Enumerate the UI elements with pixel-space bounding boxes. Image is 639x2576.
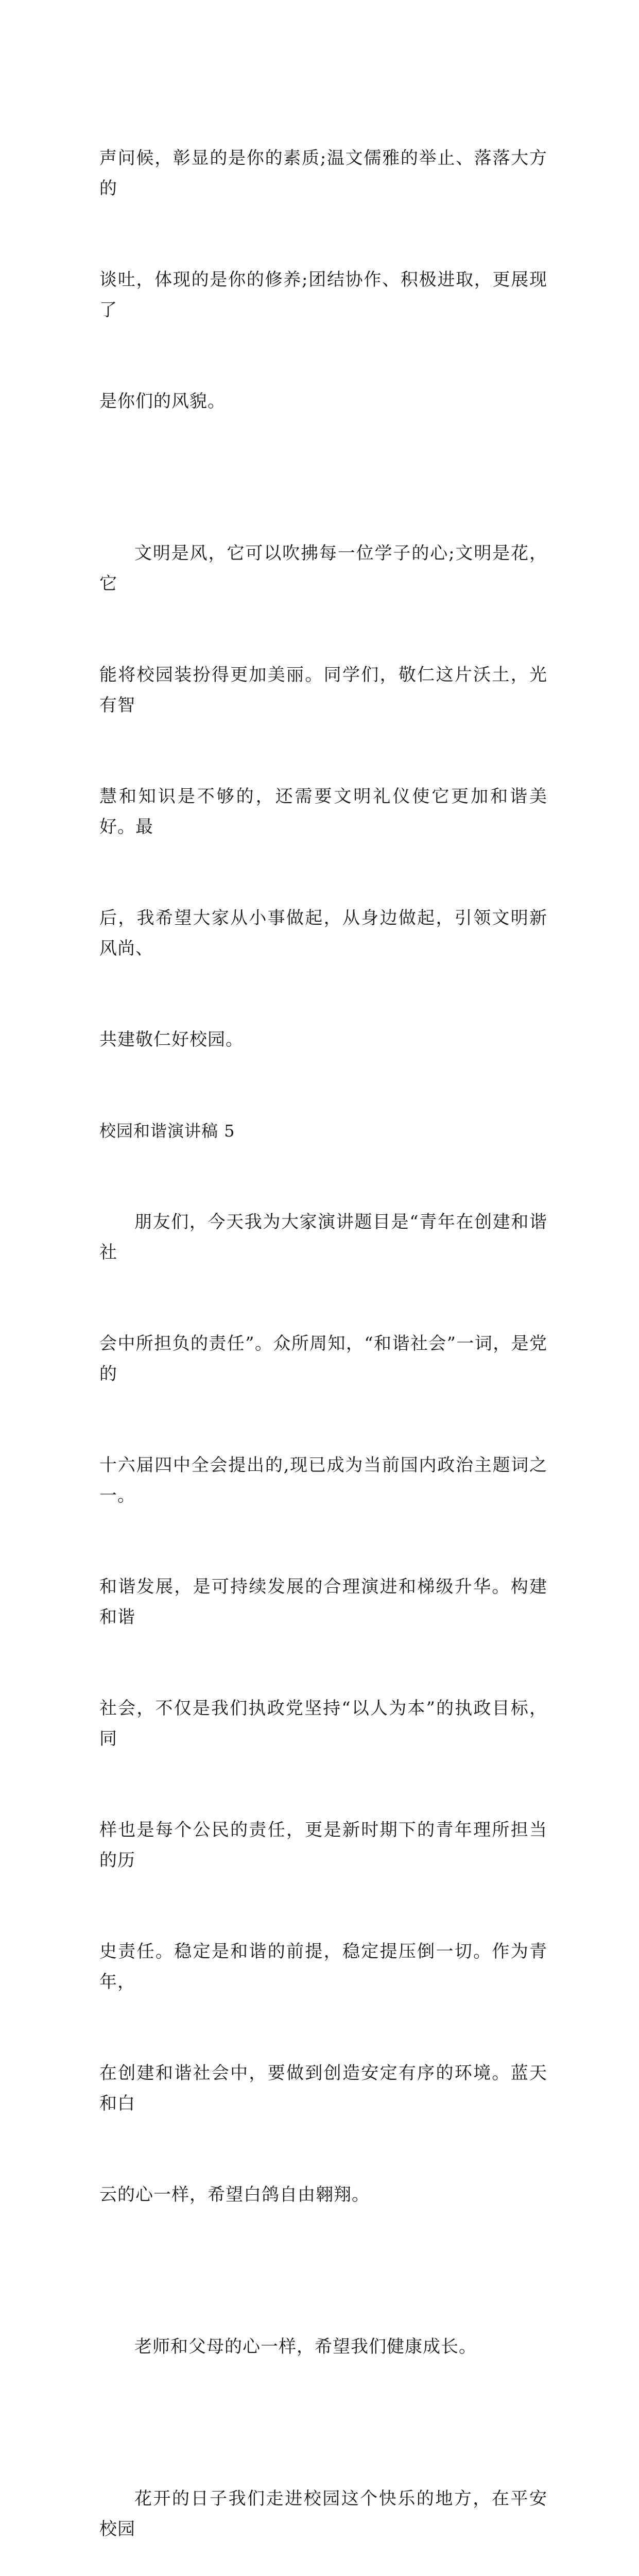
line: 是你们的风貌。 xyxy=(99,391,226,412)
line: 朋友们，今天我为大家演讲题目是“青年在创建和谐社 xyxy=(99,1212,547,1263)
line: 史责任。稳定是和谐的前提，稳定提压倒一切。作为青年， xyxy=(99,1941,547,1992)
line: 样也是每个公民的责任，更是新时期下的青年理所担当的历 xyxy=(99,1820,547,1871)
document-body xyxy=(99,82,547,2576)
paragraph-2 xyxy=(99,478,547,1116)
line: 后，我希望大家从小事做起，从身边做起，引领文明新风尚、 xyxy=(99,908,547,959)
line: 文明是风，它可以吹拂每一位学子的心;文明是花，它 xyxy=(99,543,547,594)
section-heading: 校园和谐演讲稿 5 xyxy=(99,1121,235,1141)
line: 社会，不仅是我们执政党坚持“以人为本”的执政目标，同 xyxy=(99,1698,547,1749)
paragraph-4 xyxy=(99,2271,547,2423)
paragraph-5 xyxy=(99,2423,547,2576)
line: 能将校园装扮得更加美丽。同学们，敬仁这片沃土，光有智 xyxy=(99,665,547,716)
line: 十六届四中全会提出的,现已成为当前国内政治主题词之一。 xyxy=(99,1455,547,1506)
line: 声问候，彰显的是你的素质;温文儒雅的举止、落落大方的 xyxy=(99,148,547,199)
line: 慧和知识是不够的，还需要文明礼仪使它更加和谐美好。最 xyxy=(99,786,547,837)
line: 和谐发展，是可持续发展的合理演进和梯级升华。构建和谐 xyxy=(99,1577,547,1628)
line: 谈吐，体现的是你的修养;团结协作、积极进取，更展现了 xyxy=(99,269,547,320)
line: 花开的日子我们走进校园这个快乐的地方，在平安校园 xyxy=(99,2488,547,2539)
line: 共建敬仁好校园。 xyxy=(99,1029,244,1050)
line: 老师和父母的心一样，希望我们健康成长。 xyxy=(134,2336,477,2357)
paragraph-3 xyxy=(99,1146,547,2271)
line: 会中所担负的责任”。众所周知，“和谐社会”一词，是党的 xyxy=(99,1333,547,1384)
line: 在创建和谐社会中，要做到创造安定有序的环境。蓝天和白 xyxy=(99,2063,547,2114)
line: 云的心一样，希望白鸽自由翱翔。 xyxy=(99,2184,370,2205)
paragraph-1 xyxy=(99,82,547,478)
